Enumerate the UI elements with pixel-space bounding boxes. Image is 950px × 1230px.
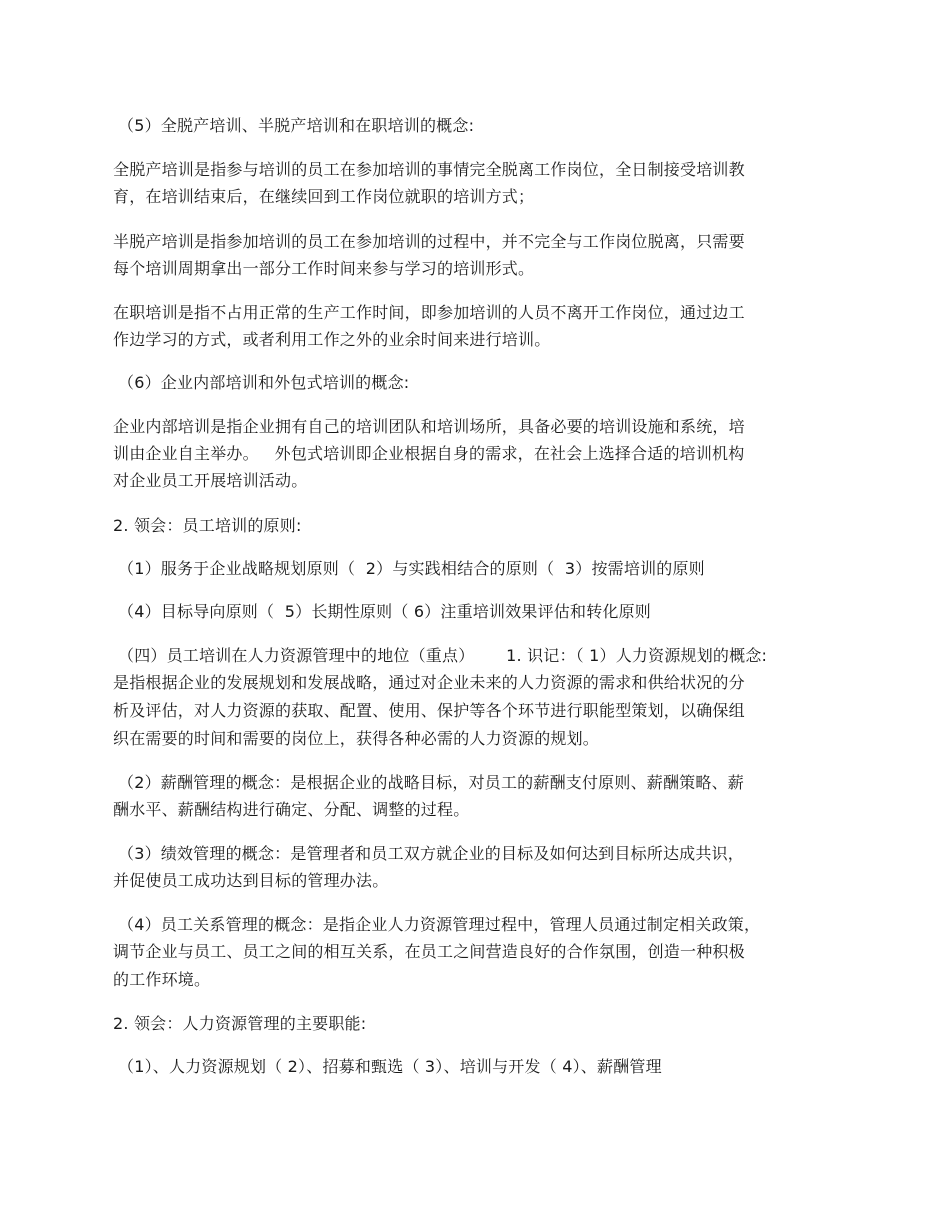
principles-heading: 2. 领会：员工培训的原则:	[113, 516, 302, 535]
heading-6: （6）企业内部培训和外包式培训的概念:	[118, 373, 410, 392]
section-4-line: 析及评估，对人力资源的获取、配置、使用、保护等各个环节进行职能型策划，以确保组	[113, 701, 745, 720]
paragraph-full-time-line: 全脱产培训是指参与培训的员工在参加培训的事情完全脱离工作岗位，全日制接受培训教	[113, 160, 745, 179]
employee-relations-line: （4）员工关系管理的概念：是指企业人力资源管理过程中，管理人员通过制定相关政策，	[118, 915, 761, 934]
performance-management-line: 并促使员工成功达到目标的管理办法。	[113, 871, 389, 890]
paragraph-internal-training-line: 对企业员工开展培训活动。	[113, 471, 308, 490]
principles-list-line: （1）服务于企业战略规划原则（ 2）与实践相结合的原则（ 3）按需培训的原则	[118, 559, 705, 578]
salary-management-line: 酬水平、薪酬结构进行确定、分配、调整的过程。	[113, 800, 470, 819]
paragraph-half-time-line: 每个培训周期拿出一部分工作时间来参与学习的培训形式。	[113, 259, 535, 278]
section-4-line: 织在需要的时间和需要的岗位上，获得各种必需的人力资源的规划。	[113, 729, 600, 748]
performance-management-line: （3）绩效管理的概念：是管理者和员工双方就企业的目标及如何达到目标所达成共识，	[118, 844, 744, 863]
salary-management-line: （2）薪酬管理的概念：是根据企业的战略目标，对员工的薪酬支付原则、薪酬策略、薪	[118, 773, 744, 792]
paragraph-on-job-line: 作边学习的方式，或者利用工作之外的业余时间来进行培训。	[113, 330, 551, 349]
paragraph-internal-training-line: 企业内部培训是指企业拥有自己的培训团队和培训场所，具备必要的培训设施和系统，培	[113, 417, 745, 436]
paragraph-full-time-line: 育，在培训结束后，在继续回到工作岗位就职的培训方式；	[113, 187, 535, 206]
section-4-line: （四）员工培训在人力资源管理中的地位（重点） 1. 识记：（ 1）人力资源规划的概念:	[118, 646, 768, 665]
employee-relations-line: 的工作环境。	[113, 970, 211, 989]
functions-heading: 2. 领会：人力资源管理的主要职能:	[113, 1014, 367, 1033]
employee-relations-line: 调节企业与员工、员工之间的相互关系，在员工之间营造良好的合作氛围，创造一种积极	[113, 942, 745, 961]
principles-list-line: （4）目标导向原则（ 5）长期性原则（ 6）注重培训效果评估和转化原则	[118, 602, 651, 621]
heading-5: （5）全脱产培训、半脱产培训和在职培训的概念:	[118, 116, 475, 135]
paragraph-internal-training-line: 训由企业自主举办。 外包式培训即企业根据自身的需求，在社会上选择合适的培训机构	[113, 444, 745, 463]
paragraph-on-job-line: 在职培训是指不占用正常的生产工作时间，即参加培训的人员不离开工作岗位，通过边工	[113, 303, 745, 322]
section-4-line: 是指根据企业的发展规划和发展战略，通过对企业未来的人力资源的需求和供给状况的分	[113, 673, 745, 692]
functions-list-line: （1）、人力资源规划（ 2）、招募和甄选（ 3）、培训与开发（ 4）、薪酬管理	[118, 1057, 662, 1076]
paragraph-half-time-line: 半脱产培训是指参加培训的员工在参加培训的过程中，并不完全与工作岗位脱离，只需要	[113, 232, 745, 251]
